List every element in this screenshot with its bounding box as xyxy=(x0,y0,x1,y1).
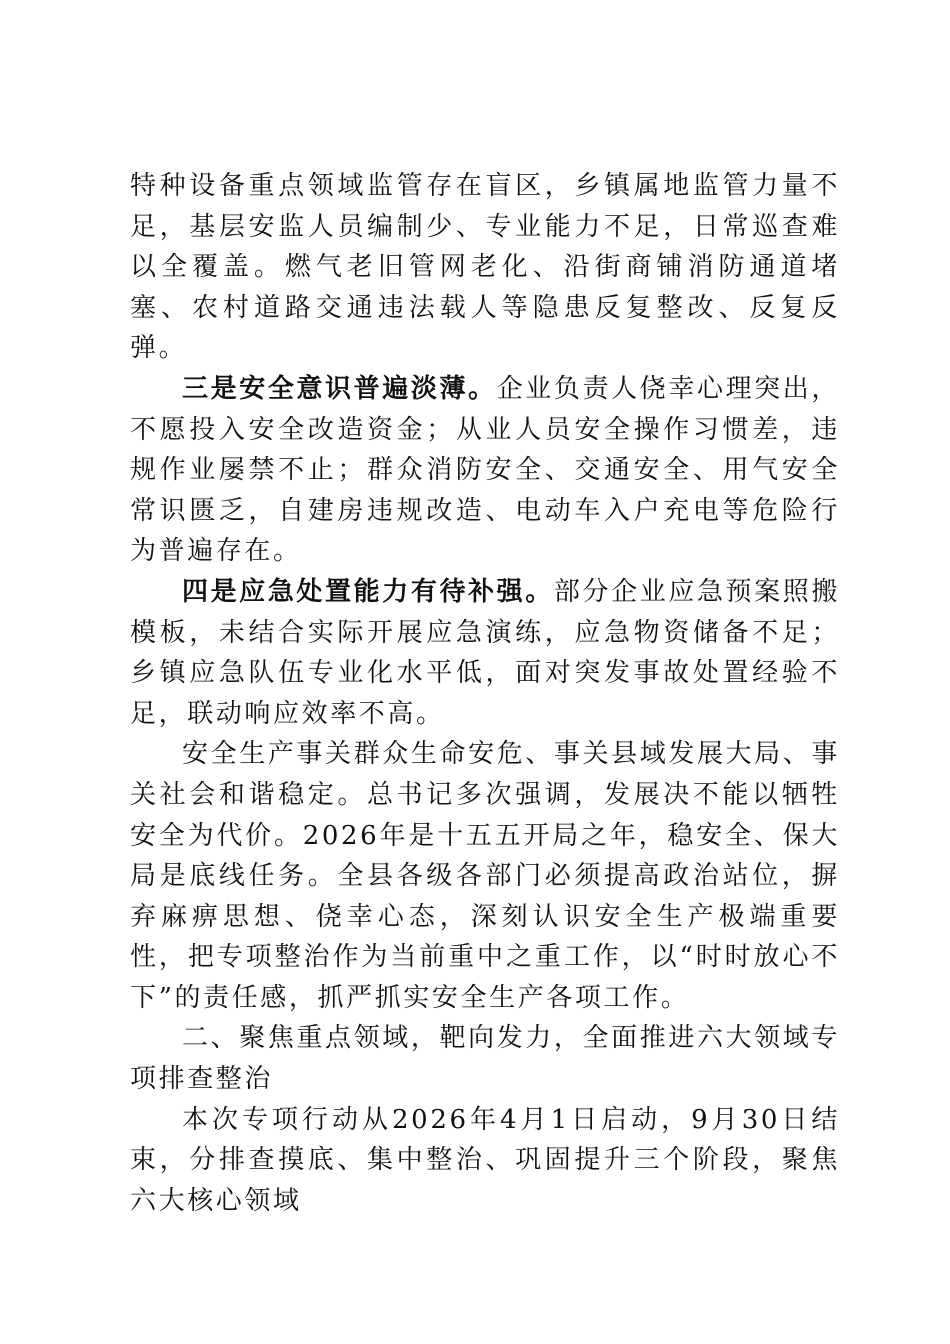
paragraph-lead: 四是应急处置能力有待补强。 xyxy=(182,576,554,607)
paragraph-text: 企业负责人侥幸心理突出，不愿投入安全改造资金；从业人员安全操作习惯差，违规作业屡禁不止；群众消防安全、交通安全、用气安全常识匮乏，自建房违规改造、电动车入户充电等危险行为普遍存在。 xyxy=(130,373,840,567)
paragraph-text: 特种设备重点领域监管存在盲区，乡镇属地监管力量不足，基层安监人员编制少、专业能力不足，日常巡查难以全覆盖。燃气老旧管网老化、沿街商铺消防通道堵塞、农村道路交通违法载人等隐患反复整改、反复反弹。 xyxy=(130,171,840,364)
document-page xyxy=(130,166,840,1221)
paragraph-supervision-gaps xyxy=(130,166,840,369)
paragraph-text: 本次专项行动从2026年4月1日启动，9月30日结束，分排查摸底、集中整治、巩固提升三个阶段，聚焦六大核心领域 xyxy=(130,1104,840,1216)
section-heading-two xyxy=(130,1018,840,1099)
paragraph-lead: 三是安全意识普遍淡薄。 xyxy=(182,373,497,404)
paragraph-action-timeline xyxy=(130,1100,840,1222)
paragraph-safety-awareness xyxy=(130,369,840,572)
paragraph-text: 部分企业应急预案照搬模板，未结合实际开展应急演练，应急物资储备不足；乡镇应急队伍专业化水平低，面对突发事故处置经验不足，联动响应效率不高。 xyxy=(130,576,840,729)
paragraph-emergency-response xyxy=(130,572,840,734)
paragraph-importance xyxy=(130,734,840,1018)
section-heading-text: 二、聚焦重点领域，靶向发力，全面推进六大领域专项排查整治 xyxy=(130,1023,840,1095)
paragraph-text: 安全生产事关群众生命安危、事关县域发展大局、事关社会和谐稳定。总书记多次强调，发展决不能以牺牲安全为代价。2026年是十五五开局之年，稳安全、保大局是底线任务。全县各级各部门必须提高政治站位，摒弃麻痹思想、侥幸心态，深刻认识安全生产极端重要性，把专项整治作为当前重中之重工作，以“时时放心不下”的责任感，抓严抓实安全生产各项工作。 xyxy=(130,739,840,1013)
